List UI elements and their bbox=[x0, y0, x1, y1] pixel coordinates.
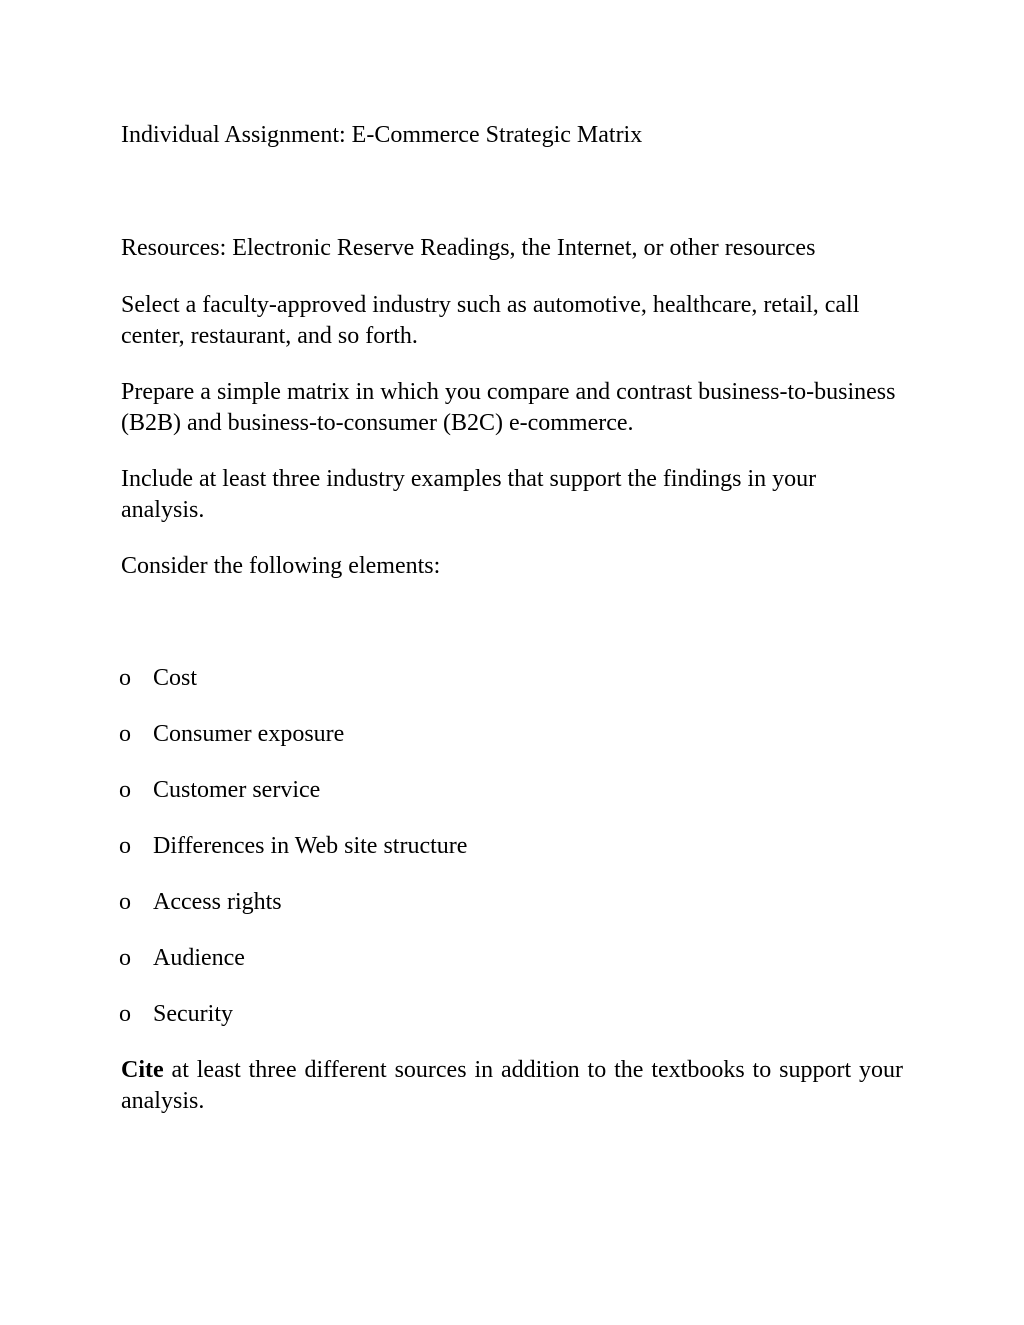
list-item bbox=[119, 719, 903, 750]
bullet-marker: o bbox=[119, 777, 131, 803]
cite-rest-text: at least three different sources in addition to the textbooks to support your analysis. bbox=[121, 1057, 903, 1114]
list-item-label: Consumer exposure bbox=[153, 721, 345, 747]
elements-list bbox=[121, 663, 903, 1030]
list-item bbox=[119, 663, 903, 694]
cite-bold-word: Cite bbox=[121, 1057, 164, 1083]
consider-elements-paragraph: Consider the following elements: bbox=[121, 553, 441, 579]
list-item bbox=[119, 775, 903, 806]
list-item bbox=[119, 831, 903, 862]
list-item-label: Differences in Web site structure bbox=[153, 833, 468, 859]
list-item-label: Security bbox=[153, 1001, 233, 1027]
bullet-marker: o bbox=[119, 721, 131, 747]
list-item-label: Audience bbox=[153, 945, 245, 971]
bullet-marker: o bbox=[119, 945, 131, 971]
document-body bbox=[121, 120, 903, 1117]
list-item-label: Customer service bbox=[153, 777, 321, 803]
prepare-matrix-paragraph: Prepare a simple matrix in which you compare and contrast business-to-business (B2B) and business-to-consumer (B2C) e-commerce. bbox=[121, 379, 896, 436]
list-item bbox=[119, 999, 903, 1030]
assignment-title: Individual Assignment: E-Commerce Strategic Matrix bbox=[121, 122, 643, 148]
resources-paragraph: Resources: Electronic Reserve Readings, the Internet, or other resources bbox=[121, 235, 816, 261]
select-industry-paragraph: Select a faculty-approved industry such as automotive, healthcare, retail, call center, restaurant, and so forth. bbox=[121, 292, 860, 349]
cite-sources-paragraph bbox=[121, 1055, 903, 1117]
list-item-label: Access rights bbox=[153, 889, 282, 915]
include-examples-paragraph: Include at least three industry examples that support the findings in your analysis. bbox=[121, 466, 817, 523]
list-item bbox=[119, 887, 903, 918]
bullet-marker: o bbox=[119, 889, 131, 915]
bullet-marker: o bbox=[119, 665, 131, 691]
bullet-marker: o bbox=[119, 1001, 131, 1027]
bullet-marker: o bbox=[119, 833, 131, 859]
list-item bbox=[119, 943, 903, 974]
list-item-label: Cost bbox=[153, 665, 198, 691]
